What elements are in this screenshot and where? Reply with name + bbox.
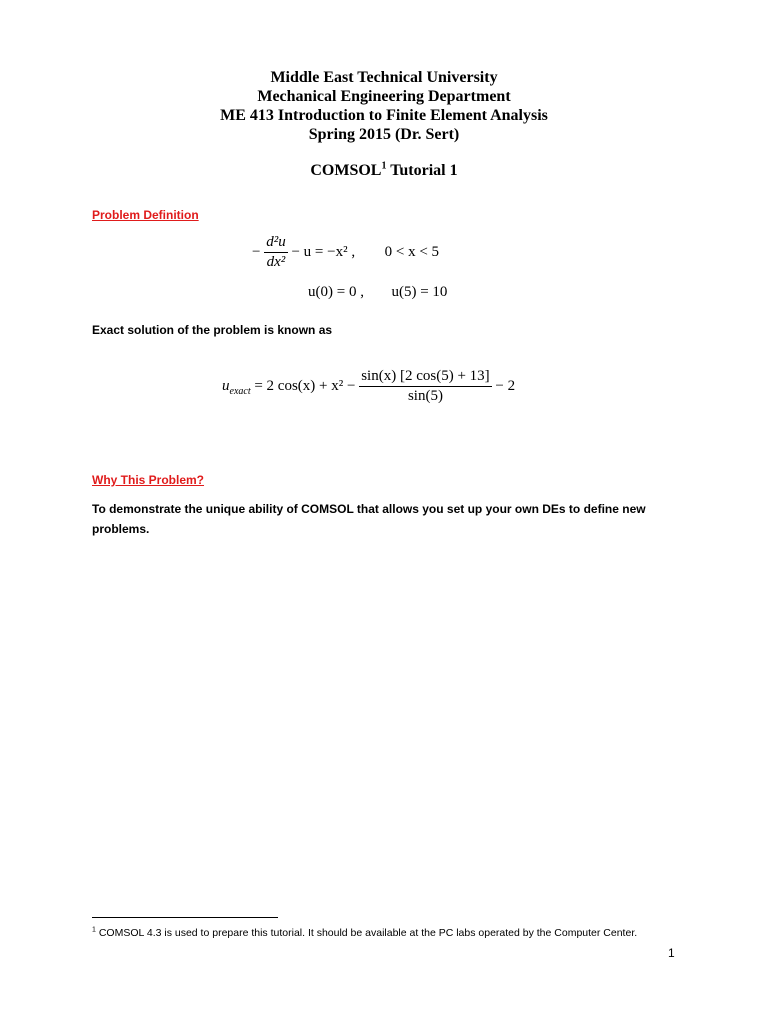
exact-fraction-denominator: sin(5) — [407, 388, 443, 404]
exact-lhs-subscript: exact — [229, 385, 251, 397]
why-heading: Why This Problem? — [92, 473, 205, 487]
exact-solution-intro: Exact solution of the problem is known as — [92, 323, 333, 337]
exact-first-terms: = 2 cos(x) + x² − — [250, 377, 356, 394]
footnote-reference[interactable]: 1 — [381, 160, 387, 172]
fraction-numerator: d²u — [264, 234, 288, 253]
second-derivative-fraction — [264, 234, 288, 271]
boundary-conditions — [308, 284, 447, 301]
tutorial-title-suffix: Tutorial 1 — [386, 162, 458, 179]
footnote-mark: 1 — [92, 926, 96, 934]
footnote-separator — [92, 917, 278, 918]
equation-rest: − u = −x² , — [291, 243, 356, 260]
tutorial-title-prefix: COMSOL — [310, 162, 382, 179]
department-name: Mechanical Engineering Department — [257, 88, 511, 105]
exact-tail: − 2 — [495, 377, 516, 394]
university-name: Middle East Technical University — [270, 69, 498, 86]
exact-fraction — [359, 368, 491, 405]
exact-lhs-variable: u — [222, 377, 230, 394]
footnote-text: COMSOL 4.3 is used to prepare this tutorial. It should be available at the PC labs operated by the Computer Center. — [95, 927, 638, 939]
equation-domain: 0 < x < 5 — [384, 243, 440, 260]
differential-equation — [252, 234, 439, 271]
course-title: ME 413 Introduction to Finite Element Analysis — [220, 107, 548, 124]
problem-definition-heading: Problem Definition — [92, 208, 199, 222]
exact-solution-equation — [222, 368, 515, 405]
term-instructor: Spring 2015 (Dr. Sert) — [308, 126, 460, 143]
boundary-condition-right: u(5) = 10 — [391, 284, 448, 300]
document-header — [0, 68, 768, 144]
why-text: To demonstrate the unique ability of COMSOL that allows you set up your own DEs to define new problems. — [92, 502, 646, 536]
footnote — [92, 925, 672, 941]
exact-fraction-numerator: sin(x) [2 cos(5) + 13] — [359, 368, 491, 387]
equation-minus: − — [252, 243, 261, 260]
tutorial-title — [0, 161, 768, 180]
fraction-denominator: dx² — [266, 254, 286, 270]
page-number: 1 — [668, 946, 675, 960]
boundary-condition-left: u(0) = 0 , — [308, 284, 364, 300]
